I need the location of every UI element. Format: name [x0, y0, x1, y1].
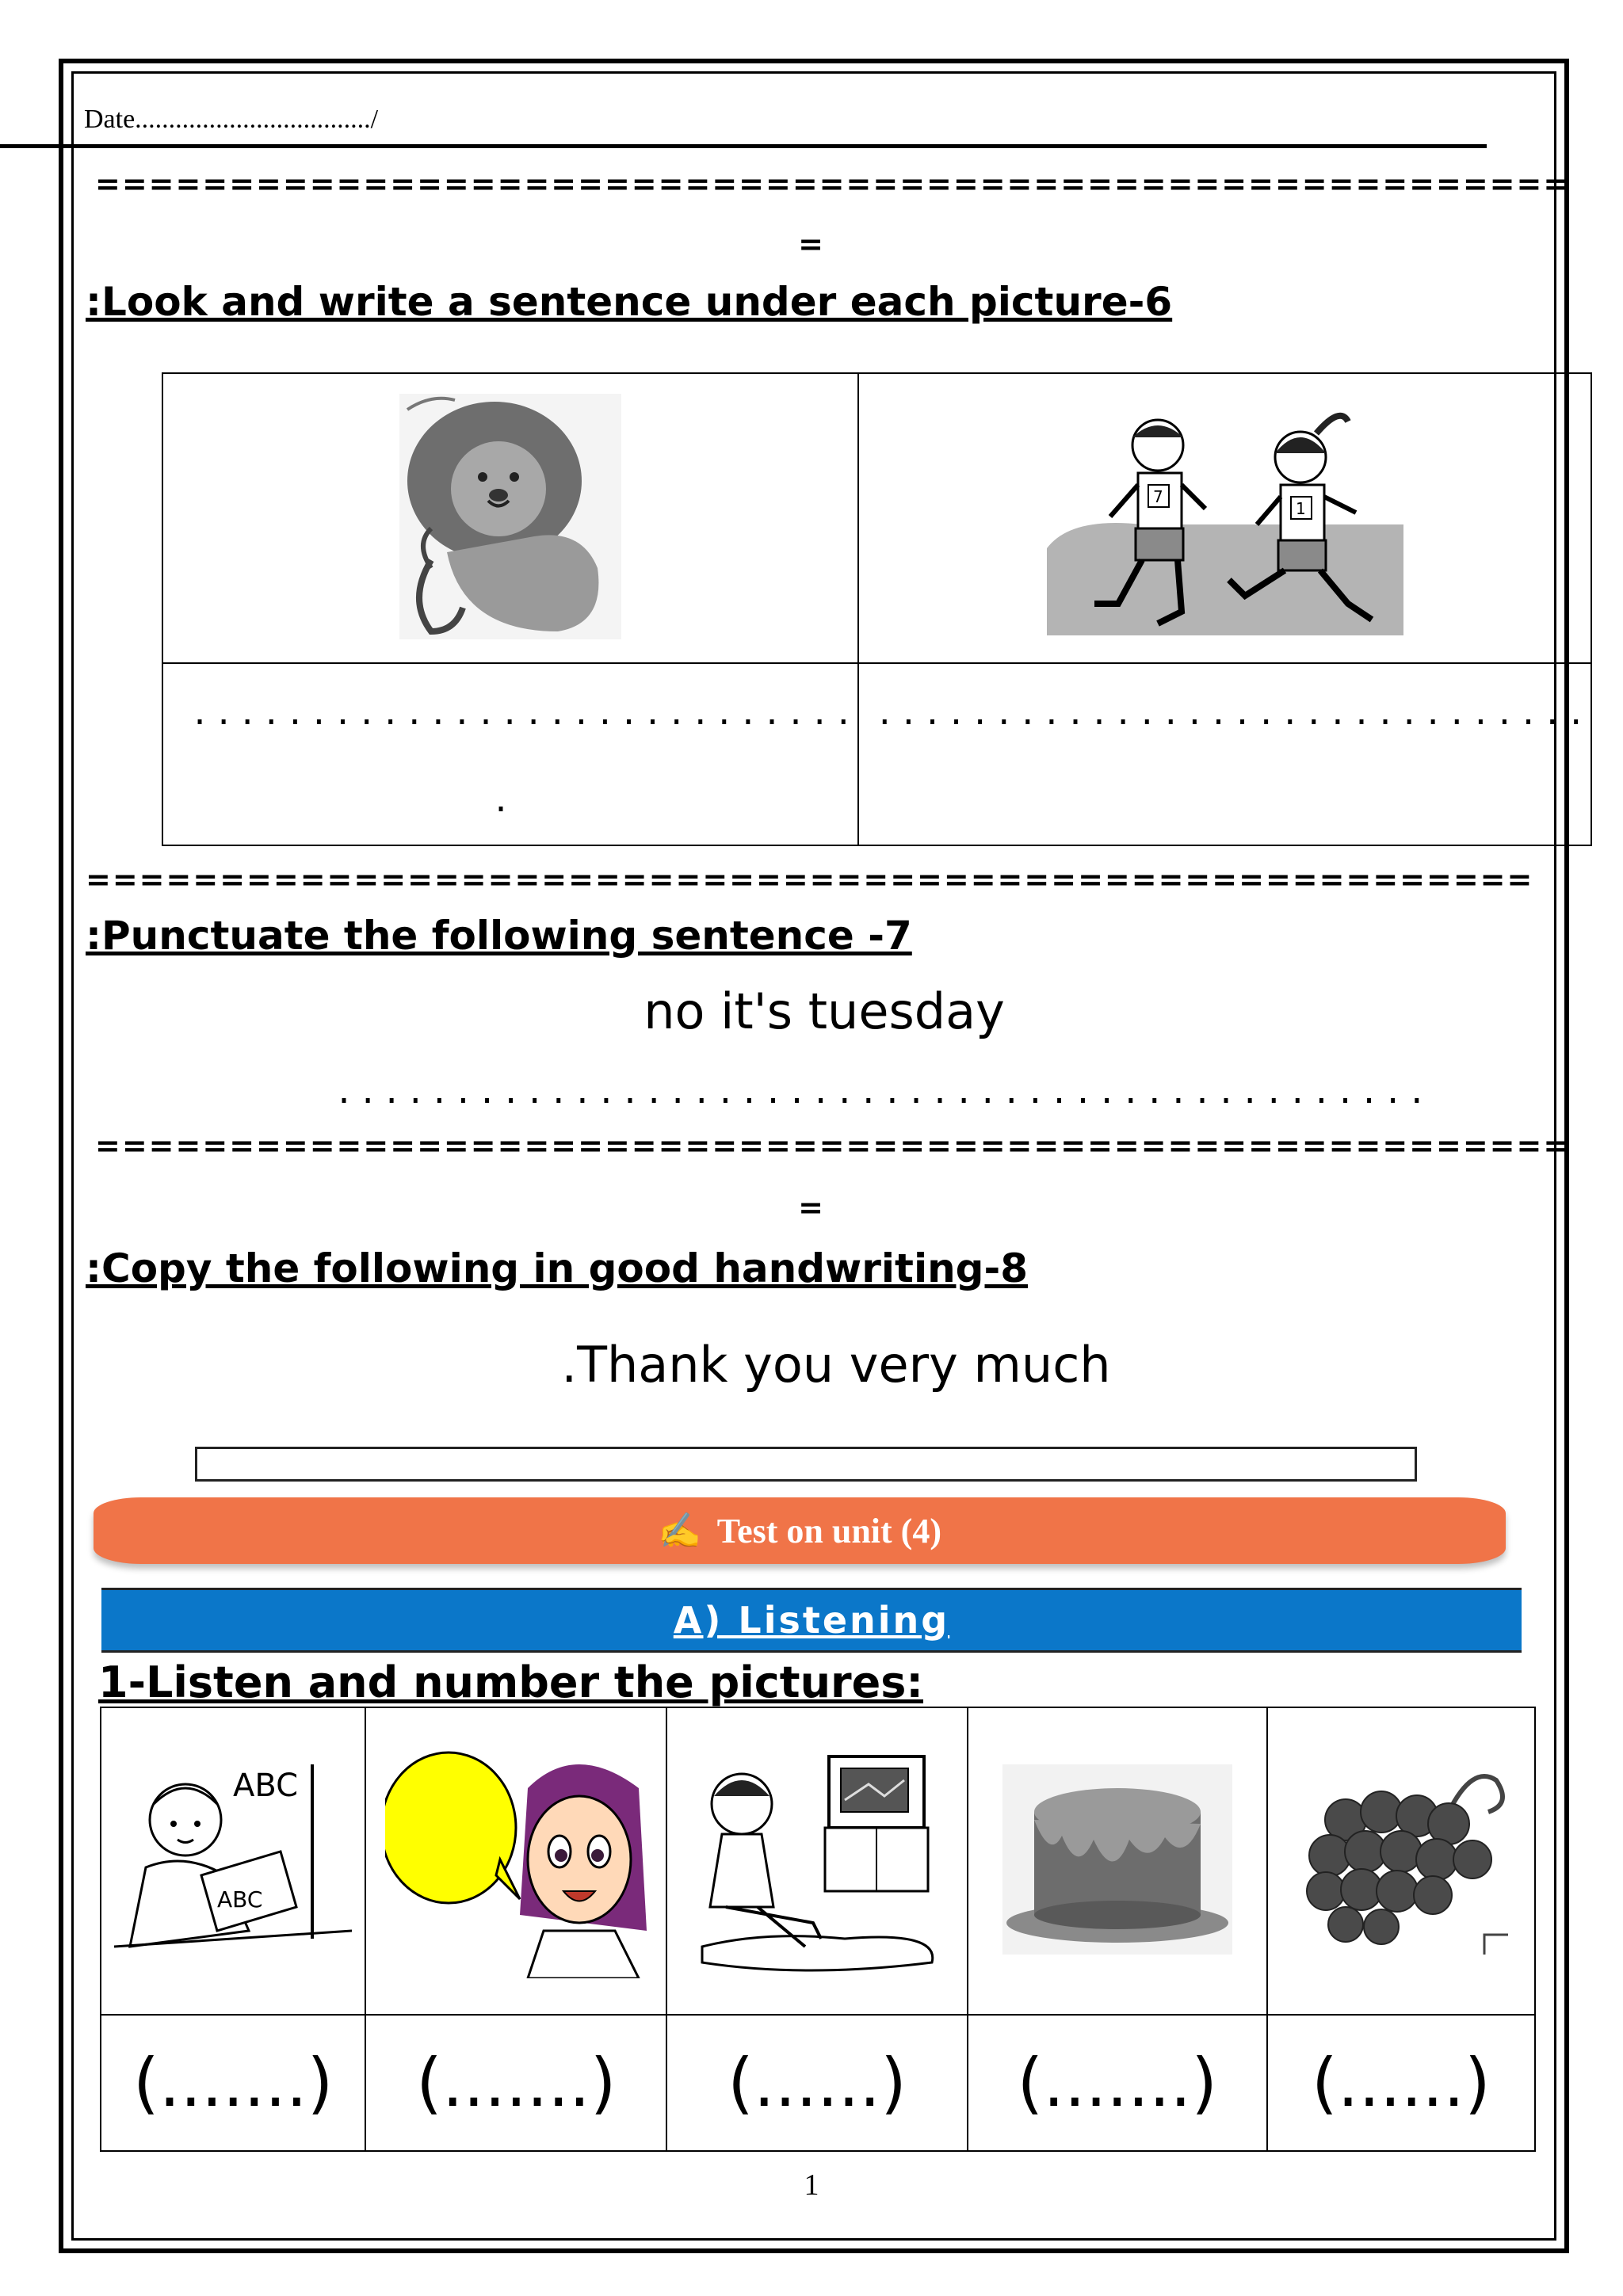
- svg-text:ABC: ABC: [233, 1768, 299, 1804]
- children-running-icon: [1047, 398, 1403, 635]
- picture-cell-4: [968, 1707, 1267, 2015]
- question-8-sentence: .Thank you very much: [561, 1336, 1111, 1394]
- listening-instruction: 1-Listen and number the pictures:: [98, 1657, 924, 1707]
- blank-cell-3[interactable]: [666, 2015, 968, 2151]
- test-banner: [94, 1497, 1506, 1564]
- lion-picture-cell: [162, 373, 858, 663]
- runners-picture-cell: [858, 373, 1591, 663]
- number-blank: (......): [1311, 2044, 1491, 2122]
- svg-text:7: 7: [1152, 487, 1163, 506]
- cake-icon: [1002, 1764, 1232, 1955]
- picture-cell-3: [666, 1707, 968, 2015]
- test-banner-label: Test on unit (4): [716, 1511, 941, 1550]
- separator-tail: =: [798, 227, 825, 261]
- answer-dots-tail: .: [491, 783, 516, 819]
- lion-icon: [399, 394, 621, 639]
- question-6-answer-right[interactable]: [858, 663, 1591, 845]
- svg-text:1: 1: [1295, 499, 1306, 518]
- date-label: Date.................................../: [84, 105, 379, 134]
- question-8-title: :Copy the following in good handwriting-8: [86, 1245, 1029, 1291]
- listening-section-bar: [101, 1588, 1522, 1653]
- question-7-answer-line[interactable]: ..............................................: [334, 1074, 1431, 1111]
- number-blank: (.......): [1017, 2044, 1217, 2122]
- blank-cell-5[interactable]: [1267, 2015, 1535, 2151]
- picture-cell-2: [365, 1707, 666, 2015]
- writing-hand-icon: ✍: [657, 1512, 701, 1550]
- picture-cell-5: [1267, 1707, 1535, 2015]
- listening-pictures-table: [100, 1707, 1536, 2152]
- blank-cell-4[interactable]: [968, 2015, 1267, 2151]
- blank-cell-1[interactable]: [101, 2015, 365, 2151]
- page-number: 1: [804, 2168, 819, 2202]
- grapes-icon: [1282, 1749, 1520, 1970]
- handwriting-answer-box[interactable]: [195, 1447, 1417, 1482]
- question-6-table: [162, 372, 1592, 846]
- boy-watching-tv-icon: [686, 1741, 948, 1978]
- girl-speech-bubble-icon: [385, 1741, 647, 1978]
- question-6-title: :Look and write a sentence under each picture-6: [86, 279, 1173, 325]
- separator-tail: =: [798, 1190, 825, 1225]
- answer-dots: ..............................: [875, 696, 1591, 732]
- date-underline: [0, 144, 1487, 148]
- number-blank: (......): [727, 2044, 907, 2122]
- blank-cell-2[interactable]: [365, 2015, 666, 2151]
- picture-cell-1: [101, 1707, 365, 2015]
- answer-dots: ............................: [190, 696, 858, 732]
- question-7-sentence: no it's tuesday: [643, 982, 1005, 1040]
- separator-line: =======================================================: [95, 166, 1571, 201]
- separator-line: ======================================================: [86, 862, 1534, 897]
- listening-section-label: A) Listening: [673, 1599, 950, 1642]
- question-6-answer-left[interactable]: [162, 663, 858, 845]
- number-blank: (.......): [416, 2044, 617, 2122]
- separator-line: =======================================================: [95, 1128, 1571, 1163]
- girl-reading-abc-icon: [114, 1749, 352, 1970]
- svg-text:ABC: ABC: [217, 1886, 263, 1913]
- question-7-title: :Punctuate the following sentence -7: [86, 913, 912, 959]
- number-blank: (.......): [132, 2044, 334, 2122]
